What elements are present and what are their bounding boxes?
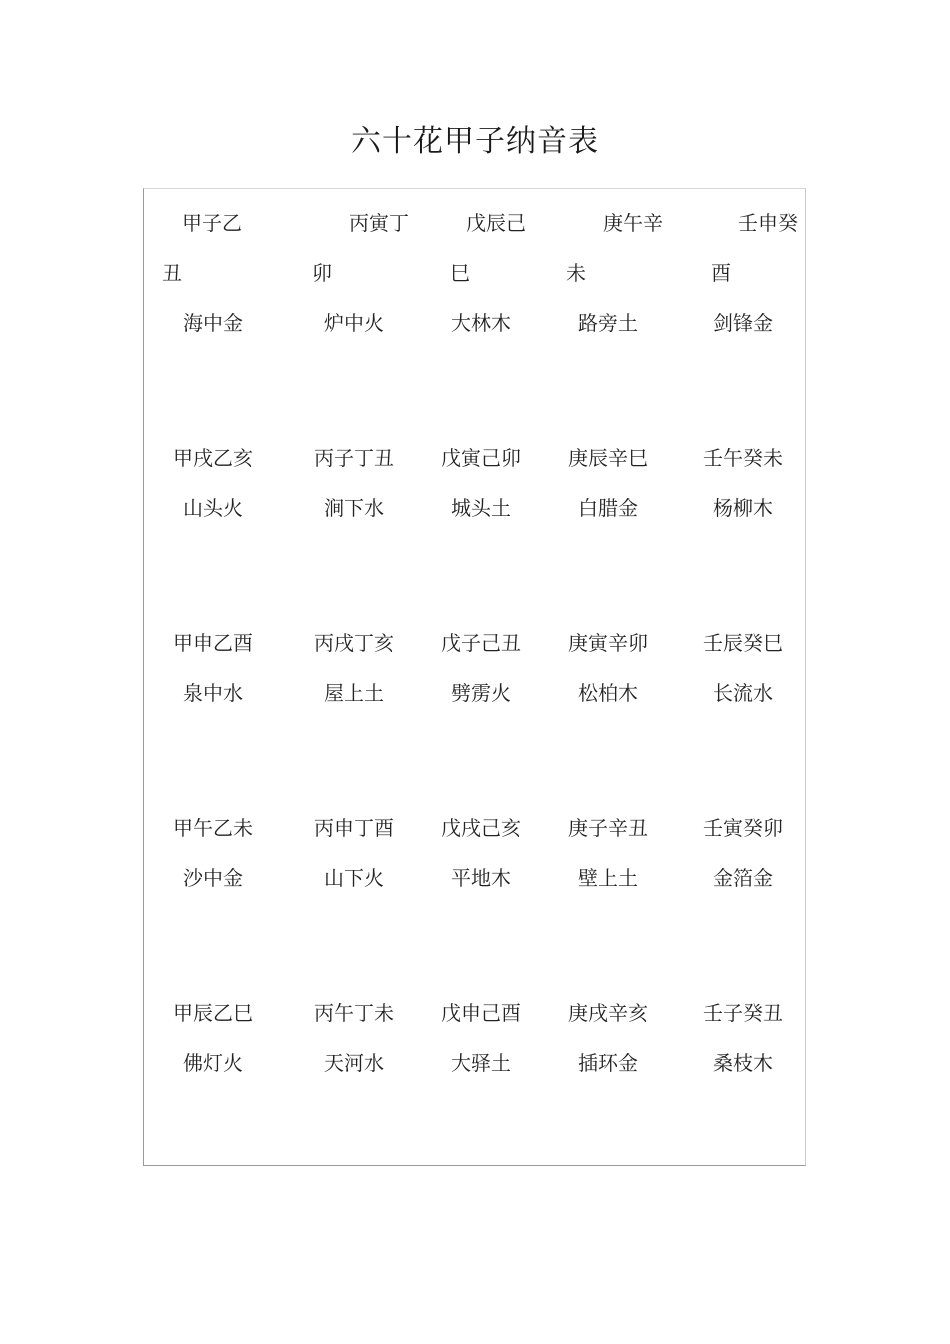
nayin-sangzhimu: 桑枝木 <box>713 1051 773 1075</box>
ganzhi-gengxu-xinhai: 庚戌辛亥 <box>568 1001 648 1025</box>
nayin-wushangtu: 屋上土 <box>324 681 384 705</box>
ganzhi-jiawu-yiwei: 甲午乙未 <box>173 816 253 840</box>
ganzhi-bingzi-dingchou: 丙子丁丑 <box>314 446 394 470</box>
nayin-jinbojin: 金箔金 <box>713 866 773 890</box>
nayin-bailajin: 白腊金 <box>578 496 638 520</box>
ganzhi-bingwu-dingwei: 丙午丁未 <box>314 1001 394 1025</box>
nayin-pilihuo: 劈雳火 <box>451 681 511 705</box>
ganzhi-jiachen-yisi: 甲辰乙巳 <box>173 1001 253 1025</box>
ganzhi-bingyin-dingmao-line2: 卯 <box>312 261 332 285</box>
nayin-pingdimu: 平地木 <box>451 866 511 890</box>
ganzhi-renyin-guimao: 壬寅癸卯 <box>703 816 783 840</box>
ganzhi-bingxu-dinghai: 丙戌丁亥 <box>314 631 394 655</box>
nayin-shanxiahuo: 山下火 <box>324 866 384 890</box>
ganzhi-jiazi-yichou-line1: 甲子乙 <box>182 211 242 235</box>
ganzhi-wuchen-jisi-line2: 巳 <box>450 261 470 285</box>
ganzhi-wuxu-jihai: 戊戌己亥 <box>441 816 521 840</box>
ganzhi-gengchen-xinsi: 庚辰辛巳 <box>568 446 648 470</box>
nayin-shantouhuo: 山头火 <box>183 496 243 520</box>
ganzhi-renzi-guichou: 壬子癸丑 <box>703 1001 783 1025</box>
nayin-yangliumu: 杨柳木 <box>713 496 773 520</box>
ganzhi-gengyin-xinmao: 庚寅辛卯 <box>568 631 648 655</box>
ganzhi-bingyin-dingmao-line1: 丙寅丁 <box>349 211 409 235</box>
ganzhi-wushen-jiyou: 戊申己酉 <box>441 1001 521 1025</box>
nayin-fodenghuo: 佛灯火 <box>183 1051 243 1075</box>
nayin-shazhongjin: 沙中金 <box>183 866 243 890</box>
ganzhi-renshen-guiyou-line2: 酉 <box>711 261 731 285</box>
nayin-songbaimu: 松柏木 <box>578 681 638 705</box>
nayin-dalinmu: 大林木 <box>451 311 511 335</box>
ganzhi-renwu-guiwei: 壬午癸未 <box>703 446 783 470</box>
ganzhi-bingshen-dingyou: 丙申丁酉 <box>314 816 394 840</box>
ganzhi-renchen-guisi: 壬辰癸巳 <box>703 631 783 655</box>
nayin-tianheshui: 天河水 <box>324 1051 384 1075</box>
nayin-changliushui: 长流水 <box>713 681 773 705</box>
ganzhi-gengwu-xinwei-line2: 未 <box>566 261 586 285</box>
nayin-quanzhongshui: 泉中水 <box>183 681 243 705</box>
ganzhi-wuyin-jimao: 戊寅己卯 <box>441 446 521 470</box>
nayin-lupangtu: 路旁土 <box>578 311 638 335</box>
ganzhi-jiashen-yiyou: 甲申乙酉 <box>173 631 253 655</box>
ganzhi-renshen-guiyou-line1: 壬申癸 <box>738 211 798 235</box>
nayin-chengtoutu: 城头土 <box>451 496 511 520</box>
nayin-dayitu: 大驿土 <box>451 1051 511 1075</box>
ganzhi-jiaxu-yihai: 甲戌乙亥 <box>173 446 253 470</box>
ganzhi-wuzi-jichou: 戊子己丑 <box>441 631 521 655</box>
ganzhi-gengwu-xinwei-line1: 庚午辛 <box>603 211 663 235</box>
ganzhi-wuchen-jisi-line1: 戊辰己 <box>466 211 526 235</box>
ganzhi-gengzi-xinchou: 庚子辛丑 <box>568 816 648 840</box>
nayin-chahuanjin: 插环金 <box>578 1051 638 1075</box>
nayin-luzhonghuo: 炉中火 <box>324 311 384 335</box>
nayin-haizhongjin: 海中金 <box>183 311 243 335</box>
page-title: 六十花甲子纳音表 <box>351 124 599 159</box>
nayin-bishangtu: 壁上土 <box>578 866 638 890</box>
ganzhi-jiazi-yichou-line2: 丑 <box>162 261 182 285</box>
nayin-jianxiashui: 涧下水 <box>324 496 384 520</box>
nayin-jianfengjin: 剑锋金 <box>713 311 773 335</box>
